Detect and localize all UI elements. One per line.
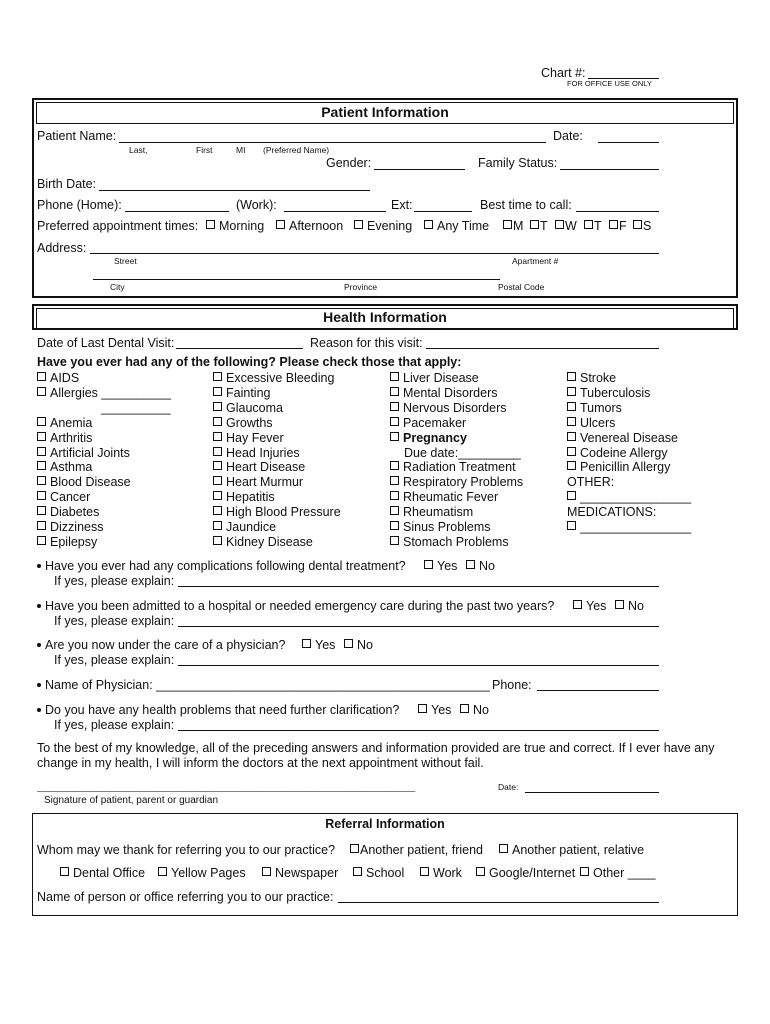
- condition-pacemaker[interactable]: Pacemaker: [390, 416, 523, 431]
- birth-date-field[interactable]: [99, 190, 370, 191]
- condition-penicillin-allergy[interactable]: Penicillin Allergy: [567, 460, 691, 475]
- allergies-extra-line[interactable]: __________: [101, 400, 171, 415]
- question-physician-care: Are you now under the care of a physician?: [37, 638, 285, 652]
- signature-date-label: Date:: [498, 782, 519, 792]
- checkbox-icon[interactable]: [499, 844, 508, 853]
- checkbox-icon[interactable]: [390, 521, 399, 530]
- checkbox-icon[interactable]: [418, 704, 427, 713]
- bullet-icon: [37, 683, 41, 687]
- physician-name[interactable]: Name of Physician: ________________________________________________: [37, 678, 490, 692]
- condition-stroke[interactable]: Stroke: [567, 371, 691, 386]
- conditions-col2: [213, 371, 341, 550]
- condition-arthritis[interactable]: Arthritis: [37, 431, 171, 446]
- day-option-th[interactable]: T: [584, 219, 602, 233]
- day-option-f[interactable]: F: [609, 219, 627, 233]
- consent-statement: To the best of my knowledge, all of the preceding answers and information provided are true and correct. If I ever have any change in my health, I will inform the doctors at the next appointment without fail.: [37, 741, 715, 770]
- phone-work-field[interactable]: [284, 211, 386, 212]
- checkbox-icon[interactable]: [390, 402, 399, 411]
- q1-explain-field[interactable]: [178, 586, 659, 587]
- patient-information-section: [32, 98, 738, 298]
- q1-explain-label: If yes, please explain:: [54, 574, 175, 588]
- checkbox-icon[interactable]: [390, 387, 399, 396]
- phone-home-label: Phone (Home):: [37, 198, 122, 212]
- bullet-icon: [37, 604, 41, 608]
- q2-no[interactable]: No: [615, 599, 644, 613]
- other-label: OTHER:: [567, 475, 615, 490]
- pregnancy-due-date[interactable]: Due date:_________: [404, 445, 521, 460]
- checkbox-icon[interactable]: [390, 461, 399, 470]
- physician-phone-field[interactable]: [537, 690, 659, 691]
- condition-radiation-treatment[interactable]: Radiation Treatment: [390, 460, 523, 475]
- checkbox-icon[interactable]: [584, 220, 593, 229]
- checkbox-icon[interactable]: [37, 447, 46, 456]
- condition-heart-disease[interactable]: Heart Disease: [213, 460, 341, 475]
- referral-thank-label: Whom may we thank for referring you to our practice?: [37, 843, 336, 857]
- checkbox-icon[interactable]: [567, 417, 576, 426]
- checkbox-icon[interactable]: [60, 867, 69, 876]
- q3-explain-field[interactable]: [178, 665, 659, 666]
- conditions-col1: [37, 371, 171, 550]
- question-complications: Have you ever had any complications following dental treatment?: [37, 559, 406, 573]
- q2-yes[interactable]: Yes: [573, 599, 606, 613]
- reason-label: Reason for this visit:: [310, 336, 423, 350]
- conditions-col3: [390, 371, 523, 550]
- ext-field[interactable]: [414, 211, 472, 212]
- question-hospital: Have you been admitted to a hospital or needed emergency care during the past two years?: [37, 599, 554, 613]
- checkbox-icon[interactable]: [567, 491, 576, 500]
- q5-no[interactable]: No: [460, 703, 489, 717]
- condition-rheumatic-fever[interactable]: Rheumatic Fever: [390, 490, 523, 505]
- time-option-evening[interactable]: Evening: [354, 219, 412, 233]
- checkbox-icon[interactable]: [37, 506, 46, 515]
- bullet-icon: [37, 643, 41, 647]
- condition-jaundice[interactable]: Jaundice: [213, 520, 341, 535]
- last-visit-field[interactable]: [176, 348, 303, 349]
- medications-label: MEDICATIONS:: [567, 505, 657, 520]
- q1-yes[interactable]: Yes: [424, 559, 457, 573]
- checkbox-icon[interactable]: [213, 536, 222, 545]
- condition-asthma[interactable]: Asthma: [37, 460, 171, 475]
- condition-tumors[interactable]: Tumors: [567, 401, 691, 416]
- time-option-afternoon[interactable]: Afternoon: [276, 219, 343, 233]
- addr-sub-apartment: Apartment #: [512, 256, 559, 266]
- q3-yes[interactable]: Yes: [302, 638, 335, 652]
- checkbox-icon[interactable]: [276, 220, 285, 229]
- checkbox-icon[interactable]: [37, 536, 46, 545]
- checkbox-icon[interactable]: [158, 867, 167, 876]
- referral-opt-relative[interactable]: Another patient, relative: [499, 843, 644, 857]
- condition-epilepsy[interactable]: Epilepsy: [37, 535, 171, 550]
- checkbox-icon[interactable]: [503, 220, 512, 229]
- referrer-name-field[interactable]: [338, 902, 659, 903]
- condition-rheumatism[interactable]: Rheumatism: [390, 505, 523, 520]
- best-time-label: Best time to call:: [480, 198, 572, 212]
- referral-title: Referral Information: [325, 817, 445, 831]
- source-google-internet[interactable]: Google/Internet: [476, 866, 575, 880]
- source-school[interactable]: School: [353, 866, 404, 880]
- checkbox-icon[interactable]: [213, 372, 222, 381]
- condition-stomach-problems[interactable]: Stomach Problems: [390, 535, 523, 550]
- checkbox-icon[interactable]: [567, 387, 576, 396]
- checkbox-icon[interactable]: [37, 387, 46, 396]
- checkbox-icon[interactable]: [353, 867, 362, 876]
- q5-explain-label: If yes, please explain:: [54, 718, 175, 732]
- condition-other[interactable]: ________________: [567, 490, 691, 505]
- condition-growths[interactable]: Growths: [213, 416, 341, 431]
- condition-mental-disorders[interactable]: Mental Disorders: [390, 386, 523, 401]
- conditions-question: Have you ever had any of the following? Please check those that apply:: [37, 355, 462, 369]
- checkbox-icon[interactable]: [213, 476, 222, 485]
- condition-anemia[interactable]: Anemia: [37, 416, 171, 431]
- source-yellow-pages[interactable]: Yellow Pages: [158, 866, 246, 880]
- condition-artificial-joints[interactable]: Artificial Joints: [37, 446, 171, 461]
- checkbox-icon[interactable]: [213, 402, 222, 411]
- checkbox-icon[interactable]: [390, 536, 399, 545]
- checkbox-icon[interactable]: [530, 220, 539, 229]
- last-visit-label: Date of Last Dental Visit:: [37, 336, 175, 350]
- checkbox-icon[interactable]: [567, 461, 576, 470]
- checkbox-icon[interactable]: [466, 560, 475, 569]
- checkbox-icon[interactable]: [476, 867, 485, 876]
- day-option-m[interactable]: M: [503, 219, 523, 233]
- condition-venereal-disease[interactable]: Venereal Disease: [567, 431, 691, 446]
- checkbox-icon[interactable]: [354, 220, 363, 229]
- referral-opt-friend[interactable]: Another patient, friend: [350, 843, 483, 857]
- checkbox-icon[interactable]: [420, 867, 429, 876]
- checkbox-icon[interactable]: [37, 491, 46, 500]
- q2-explain-label: If yes, please explain:: [54, 614, 175, 628]
- addr-sub-province: Province: [344, 282, 378, 292]
- name-sub-first: First: [196, 145, 213, 155]
- q3-no[interactable]: No: [344, 638, 373, 652]
- checkbox-icon[interactable]: [37, 372, 46, 381]
- checkbox-icon[interactable]: [350, 844, 359, 853]
- addr-sub-postal: Postal Code: [498, 282, 545, 292]
- checkbox-icon[interactable]: [580, 867, 589, 876]
- phone-work-label: (Work):: [236, 198, 277, 212]
- address-street-field[interactable]: [90, 253, 659, 254]
- checkbox-icon[interactable]: [567, 402, 576, 411]
- checkbox-icon[interactable]: [424, 220, 433, 229]
- best-time-field[interactable]: [576, 211, 659, 212]
- name-sub-last: Last,: [129, 145, 148, 155]
- checkbox-icon[interactable]: [567, 372, 576, 381]
- checkbox-icon[interactable]: [37, 432, 46, 441]
- q2-explain-field[interactable]: [178, 626, 659, 627]
- checkbox-icon[interactable]: [390, 476, 399, 485]
- gender-field[interactable]: [374, 169, 465, 170]
- condition-respiratory-problems[interactable]: Respiratory Problems: [390, 475, 523, 490]
- condition-blood-disease[interactable]: Blood Disease: [37, 475, 171, 490]
- patient-name-label: Patient Name:: [37, 129, 117, 143]
- checkbox-icon[interactable]: [567, 521, 576, 530]
- date-label: Date:: [553, 129, 583, 143]
- health-information-title: Health Information: [323, 309, 447, 325]
- condition-hepatitis[interactable]: Hepatitis: [213, 490, 341, 505]
- gender-label: Gender:: [326, 156, 372, 170]
- checkbox-icon[interactable]: [262, 867, 271, 876]
- q5-yes[interactable]: Yes: [418, 703, 451, 717]
- checkbox-icon[interactable]: [390, 417, 399, 426]
- patient-information-title: Patient Information: [321, 104, 449, 120]
- checkbox-icon[interactable]: [390, 491, 399, 500]
- condition-medications[interactable]: ________________: [567, 520, 691, 535]
- chart-number-label: Chart #:: [541, 66, 586, 80]
- q1-no[interactable]: No: [466, 559, 495, 573]
- checkbox-icon[interactable]: [213, 491, 222, 500]
- condition-glaucoma[interactable]: Glaucoma: [213, 401, 341, 416]
- condition-cancer[interactable]: Cancer: [37, 490, 171, 505]
- family-status-field[interactable]: [560, 169, 659, 170]
- checkbox-icon[interactable]: [213, 417, 222, 426]
- patient-name-field[interactable]: [119, 142, 546, 143]
- condition-excessive-bleeding[interactable]: Excessive Bleeding: [213, 371, 341, 386]
- address-city-field[interactable]: [93, 279, 500, 280]
- checkbox-icon[interactable]: [460, 704, 469, 713]
- checkbox-icon[interactable]: [567, 432, 576, 441]
- referrer-name-label: Name of person or office referring you to our practice:: [37, 890, 334, 904]
- office-use-note: FOR OFFICE USE ONLY: [567, 79, 652, 88]
- condition-high-blood-pressure[interactable]: High Blood Pressure: [213, 505, 341, 520]
- addr-sub-city: City: [110, 282, 125, 292]
- condition-dizziness[interactable]: Dizziness: [37, 520, 171, 535]
- checkbox-icon[interactable]: [390, 432, 399, 441]
- condition-allergies[interactable]: Allergies __________: [37, 386, 171, 401]
- checkbox-icon[interactable]: [213, 447, 222, 456]
- source-newspaper[interactable]: Newspaper: [262, 866, 338, 880]
- condition-ulcers[interactable]: Ulcers: [567, 416, 691, 431]
- checkbox-icon[interactable]: [37, 461, 46, 470]
- signature-line[interactable]: ________________________________________________________________________________: [37, 782, 416, 792]
- condition-nervous-disorders[interactable]: Nervous Disorders: [390, 401, 523, 416]
- checkbox-icon[interactable]: [633, 220, 642, 229]
- conditions-col4: [567, 371, 691, 535]
- checkbox-icon[interactable]: [213, 506, 222, 515]
- signature-label: Signature of patient, parent or guardian: [44, 795, 219, 806]
- checkbox-icon[interactable]: [213, 387, 222, 396]
- checkbox-icon[interactable]: [37, 417, 46, 426]
- condition-pregnancy[interactable]: Pregnancy: [390, 431, 523, 446]
- bullet-icon: [37, 564, 41, 568]
- source-work[interactable]: Work: [420, 866, 462, 880]
- signature-date-field[interactable]: [525, 792, 659, 793]
- condition-hay-fever[interactable]: Hay Fever: [213, 431, 341, 446]
- address-label: Address:: [37, 241, 87, 255]
- checkbox-icon[interactable]: [206, 220, 215, 229]
- condition-kidney-disease[interactable]: Kidney Disease: [213, 535, 341, 550]
- ext-label: Ext:: [391, 198, 413, 212]
- time-option-morning[interactable]: Morning: [206, 219, 264, 233]
- checkbox-icon[interactable]: [390, 506, 399, 515]
- condition-tuberculosis[interactable]: Tuberculosis: [567, 386, 691, 401]
- checkbox-icon[interactable]: [37, 521, 46, 530]
- time-option-any[interactable]: Any Time: [424, 219, 489, 233]
- date-field[interactable]: [598, 142, 659, 143]
- checkbox-icon[interactable]: [344, 639, 353, 648]
- checkbox-icon[interactable]: [302, 639, 311, 648]
- name-sub-mi: MI: [236, 145, 246, 155]
- physician-phone-label: Phone:: [492, 678, 532, 692]
- name-sub-preferred: (Preferred Name): [263, 145, 330, 155]
- checkbox-icon[interactable]: [213, 521, 222, 530]
- addr-sub-street: Street: [114, 256, 137, 266]
- checkbox-icon[interactable]: [573, 600, 582, 609]
- condition-aids[interactable]: AIDS: [37, 371, 171, 386]
- reason-field[interactable]: [426, 348, 659, 349]
- source-other[interactable]: Other ____: [580, 866, 656, 880]
- day-option-t[interactable]: T: [530, 219, 548, 233]
- checkbox-icon[interactable]: [213, 432, 222, 441]
- checkbox-icon[interactable]: [424, 560, 433, 569]
- condition-heart-murmur[interactable]: Heart Murmur: [213, 475, 341, 490]
- checkbox-icon[interactable]: [37, 476, 46, 485]
- family-status-label: Family Status:: [478, 156, 558, 170]
- checkbox-icon[interactable]: [609, 220, 618, 229]
- condition-fainting[interactable]: Fainting: [213, 386, 341, 401]
- condition-codeine-allergy[interactable]: Codeine Allergy: [567, 446, 691, 461]
- bullet-icon: [37, 708, 41, 712]
- checkbox-icon[interactable]: [390, 372, 399, 381]
- checkbox-icon[interactable]: [555, 220, 564, 229]
- question-health-problems: Do you have any health problems that need further clarification?: [37, 703, 399, 717]
- condition-sinus-problems[interactable]: Sinus Problems: [390, 520, 523, 535]
- q3-explain-label: If yes, please explain:: [54, 653, 175, 667]
- source-dental-office[interactable]: Dental Office: [60, 866, 145, 880]
- checkbox-icon[interactable]: [567, 447, 576, 456]
- condition-head-injuries[interactable]: Head Injuries: [213, 446, 341, 461]
- condition-liver-disease[interactable]: Liver Disease: [390, 371, 523, 386]
- birth-date-label: Birth Date:: [37, 177, 97, 191]
- q5-explain-field[interactable]: [178, 730, 659, 731]
- preferred-times-label: Preferred appointment times:: [37, 219, 199, 233]
- health-information-title-bar: [32, 304, 738, 330]
- day-option-w[interactable]: W: [555, 219, 577, 233]
- phone-home-field[interactable]: [125, 211, 229, 212]
- day-option-s[interactable]: S: [633, 219, 651, 233]
- checkbox-icon[interactable]: [615, 600, 624, 609]
- condition-diabetes[interactable]: Diabetes: [37, 505, 171, 520]
- checkbox-icon[interactable]: [213, 461, 222, 470]
